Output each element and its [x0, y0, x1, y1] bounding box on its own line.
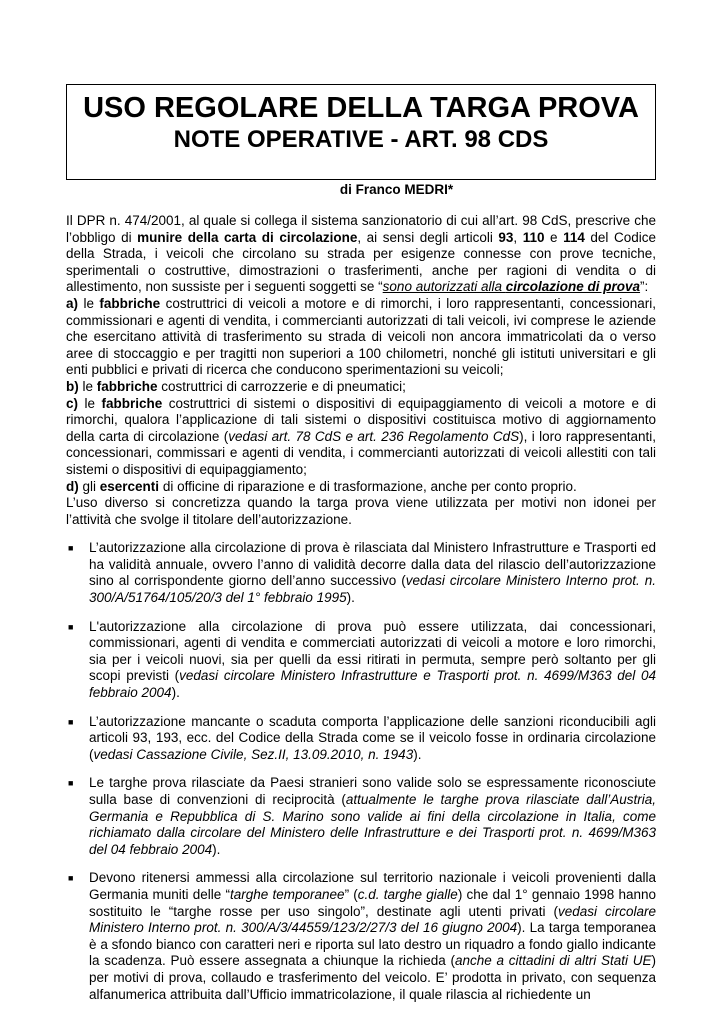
- text-run: ,: [513, 229, 523, 245]
- text-run: gli: [78, 478, 100, 494]
- bold-run: 93: [498, 229, 514, 245]
- text-run: Il DPR n. 474/2001, al quale si collega il sistema sanzionatorio di cui all’art. 98 CdS, prescrive che l’obbligo di: [66, 213, 656, 245]
- italic-run: vedasi art. 78 CdS e art. 236 Regolamento CdS: [228, 428, 520, 444]
- item-label: c): [66, 395, 79, 411]
- text-run: costruttrici di carrozzerie e di pneumatici;: [157, 378, 406, 394]
- bold-run: fabbriche: [99, 295, 161, 311]
- bullet-list: [66, 540, 656, 1003]
- italic-run: targhe temporanee: [230, 886, 345, 902]
- square-bullet-icon: ■: [68, 716, 74, 727]
- text-run: del Codice della Strada, i veicoli che circolano su strada per esigenze connesse con prove tecniche, sperimentali o costruttive, dimostrazioni o trasferimenti, anche per ragioni di vendita o di allestimento, non sussiste per i seguenti soggetti se “: [66, 229, 656, 295]
- square-bullet-icon: ■: [68, 778, 74, 789]
- text-run: di officine di riparazione e di trasformazione, anche per conto proprio.: [159, 478, 577, 494]
- bullet-item-2: [66, 619, 656, 702]
- author-line: [0, 182, 725, 198]
- text-run: ), i loro rappresentanti, concessionari, commissari e agenti di vendita, i commercianti autorizzati di veicoli allestiti con tali sistemi o dispositivi di equipaggiamento;: [66, 428, 656, 477]
- underlined-bold-italic-run: circolazione di prova: [505, 279, 641, 295]
- text-run: ” (: [344, 886, 358, 902]
- list-item-c: [66, 396, 656, 479]
- square-bullet-icon: ■: [68, 873, 74, 884]
- document-subtitle: NOTE OPERATIVE - ART. 98 CDS: [173, 126, 549, 153]
- italic-run: vedasi Cassazione Civile, Sez.II, 13.09.2010, n. 1943: [93, 746, 414, 762]
- text-run: Le targhe prova rilasciate da Paesi stranieri sono valide solo se espressamente riconosciute sulla base di convenzioni di reciprocità (: [89, 775, 656, 807]
- text-run: costruttrici di sistemi o dispositivi di equipaggiamento di veicoli a motore e di rimorchi, qualora l’applicazione di tali sistemi o dispositivi costituisca motivo di aggiornamento della carta di circolazione (: [66, 395, 656, 444]
- bold-run: esercenti: [99, 478, 160, 494]
- list-item-d: [66, 479, 656, 496]
- text-run: L'autorizzazione alla circolazione di prova può essere utilizzata, dai concessionari, commissionari, agenti di vendita e commerciati autorizzati di veicoli a motore e loro rimorchi, sia per i veicoli nuovi, sia per quelli da essi ritirati in permuta, sempre però soltanto per gli scopi previsti (: [89, 618, 656, 684]
- text-run: Devono ritenersi ammessi alla circolazione sul territorio nazionale i veicoli provenienti dalla Germania muniti delle “: [89, 870, 656, 902]
- text-run: le: [78, 295, 100, 311]
- list-item-a: [66, 296, 656, 379]
- bold-run: 110: [522, 229, 545, 245]
- bullet-item-3: [66, 714, 656, 764]
- closing-paragraph: L’uso diverso si concretizza quando la targa prova viene utilizzata per motivi non idonei per l’attività che svolge il titolare dell’autorizzazione.: [66, 495, 656, 527]
- italic-run: vedasi circolare Ministero Interno prot. n. 300/A/3/44559/123/2/27/3 del 16 giugno 2004: [89, 903, 657, 936]
- text-run: ). La targa temporanea è a sfondo bianco con caratteri neri e riporta sul lato destro un riquadro a fondo giallo indicante la scadenza. Può essere assegnata a chiunque la richieda (: [89, 920, 656, 969]
- bold-run: 114: [563, 229, 585, 245]
- square-bullet-icon: ■: [68, 543, 74, 554]
- item-label: b): [66, 378, 79, 394]
- author-name: di Franco MEDRI*: [339, 182, 454, 197]
- italic-run: anche a cittadini di altri Stati UE: [455, 953, 652, 969]
- bold-run: fabbriche: [96, 378, 158, 394]
- text-run: ).: [171, 685, 180, 701]
- text-run: , ai sensi degli articoli: [357, 229, 499, 245]
- text-run: costruttrici di veicoli a motore e di rimorchi, i loro rappresentanti, concessionari, commissionari e agenti di vendita, i commercianti autorizzati di tali veicoli, ivi comprese le aziende che esercitano attività di trasferimento su strada di veicoli non ancora immatricolati da o verso aree di stoccaggio e per tragitti non superiori a 100 chilometri, nonché gli istituti universitari e gli enti pubblici e privati di ricerca che conducono sperimentazioni su veicoli;: [66, 295, 656, 378]
- bold-run: fabbriche: [101, 395, 163, 411]
- bullet-item-4: [66, 775, 656, 858]
- intro-paragraph: [66, 213, 656, 296]
- underlined-italic-run: sono autorizzati alla: [382, 279, 506, 295]
- italic-run: attualmente le targhe prova rilasciate dall’Austria, Germania e Repubblica di S. Marino sono valide ai fini della circolazione in Italia, come richiamato dalla circolare del Ministero delle Infrastrutture e dei Trasporti prot. n. 4699/M363 del 04 febbraio 2004: [89, 792, 657, 857]
- bullet-item-5: [66, 870, 656, 1003]
- italic-run: vedasi circolare Ministero Infrastrutture e Trasporti prot. n. 4699/M363 del 04 febbraio 2004: [89, 668, 656, 701]
- italic-run: c.d. targhe gialle: [357, 886, 458, 902]
- text-run: le: [78, 395, 102, 411]
- text-run: e: [544, 229, 564, 245]
- text-run: le: [78, 378, 97, 394]
- italic-run: vedasi circolare Ministero Interno prot. n. 300/A/51764/105/20/3 del 1° febbraio 1995: [89, 573, 656, 606]
- text-run: ) per motivi di prova, collaudo e trasferimento del veicolo. E’ prodotta in privato, con sequenza alfanumerica attribuita dall’Ufficio immatricolazione, il quale rilascia al richiedente un: [89, 953, 656, 1002]
- item-label: a): [66, 295, 79, 311]
- text-run: ”:: [640, 279, 649, 295]
- bullet-item-1: [66, 540, 656, 606]
- text-run: ).: [212, 841, 221, 857]
- bold-run: munire della carta di circolazione: [137, 229, 358, 245]
- item-label: d): [66, 478, 79, 494]
- text-run: ).: [413, 746, 422, 762]
- text-run: L’autorizzazione mancante o scaduta comporta l’applicazione delle sanzioni riconducibili agli articoli 93, 193, ecc. del Codice della Strada come se il veicolo fosse in ordinaria circolazione (: [89, 713, 656, 762]
- document-body: [66, 213, 656, 1003]
- square-bullet-icon: ■: [68, 621, 74, 632]
- list-item-b: [66, 379, 656, 396]
- text-run: ) che dal 1° gennaio 1998 hanno sostituito le “targhe rosse per uso singolo”, destinate agli utenti privati (: [89, 886, 657, 919]
- title-box: [66, 84, 656, 180]
- document-title: USO REGOLARE DELLA TARGA PROVA: [83, 92, 639, 124]
- text-run: L’autorizzazione alla circolazione di prova è rilasciata dal Ministero Infrastrutture e Trasporti ed ha validità annuale, ovvero l’anno di validità decorre dalla data del rilascio dell’autorizzazione sino al corrispondente giorno dell’anno successivo (: [89, 540, 656, 589]
- text-run: ).: [346, 590, 355, 606]
